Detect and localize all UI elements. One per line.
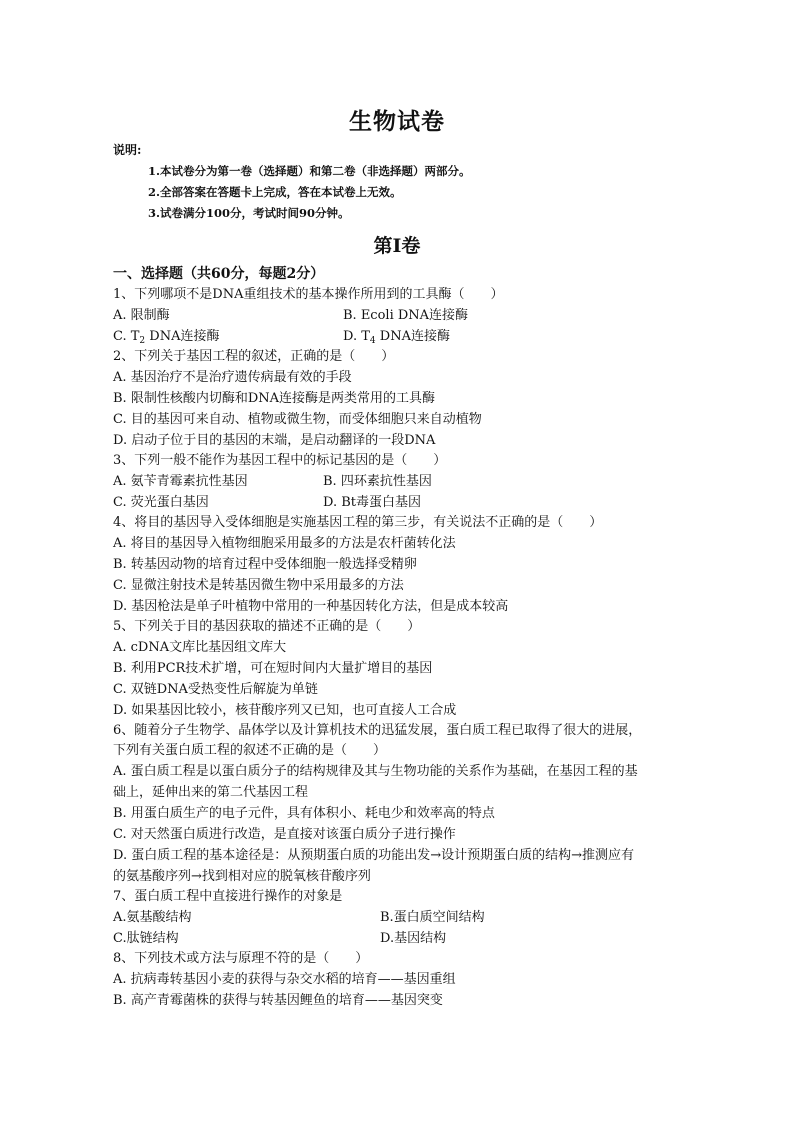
question-7-option-a: A.氨基酸结构 bbox=[113, 910, 192, 925]
question-8-stem: 8、下列技术或方法与原理不符的是（ ） bbox=[113, 951, 369, 966]
question-2-option-b: B. 限制性核酸内切酶和DNA连接酶是两类常用的工具酶 bbox=[113, 391, 436, 406]
question-2-option-a: A. 基因治疗不是治疗遗传病最有效的手段 bbox=[113, 370, 352, 385]
question-1-option-c: C. $T_2$ DNA连接酶 bbox=[113, 329, 220, 346]
question-5-option-c: C. 双链DNA受热变性后解旋为单链 bbox=[113, 682, 318, 697]
question-7-option-c: C.肽链结构 bbox=[113, 931, 179, 946]
instruction-item-3: 3.试卷满分100分，考试时间90分钟。 bbox=[148, 206, 350, 220]
question-5-option-b: B. 利用PCR技术扩增，可在短时间内大量扩增目的基因 bbox=[113, 661, 433, 676]
question-7-stem: 7、蛋白质工程中直接进行操作的对象是 bbox=[113, 889, 343, 904]
question-5-option-a: A. cDNA文库比基因组文库大 bbox=[113, 640, 287, 655]
question-4-option-c: C. 显微注射技术是转基因微生物中采用最多的方法 bbox=[113, 578, 404, 593]
question-3-option-b: B. 四环素抗性基因 bbox=[323, 474, 432, 489]
question-6-option-a-line-1: A. 蛋白质工程是以蛋白质分子的结构规律及其与生物功能的关系作为基础，在基因工程的基 bbox=[113, 764, 638, 779]
question-4-option-b: B. 转基因动物的培育过程中受体细胞一般选择受精卵 bbox=[113, 557, 417, 572]
question-5-option-d: D. 如果基因比较小，核苷酸序列又已知，也可直接人工合成 bbox=[113, 703, 457, 718]
question-3-option-d: D. Bt毒蛋白基因 bbox=[323, 495, 422, 510]
question-2-option-c: C. 目的基因可来自动、植物或微生物，而受体细胞只来自动植物 bbox=[113, 412, 482, 427]
page-title: 生物试卷 bbox=[349, 108, 445, 135]
question-7-option-d: D.基因结构 bbox=[380, 931, 447, 946]
question-3-option-c: C. 荧光蛋白基因 bbox=[113, 495, 209, 510]
question-6-option-d-line-2: 的氨基酸序列→找到相对应的脱氧核苷酸序列 bbox=[113, 869, 371, 884]
instructions-label: 说明: bbox=[113, 143, 142, 157]
instruction-item-2: 2.全部答案在答题卡上完成，答在本试卷上无效。 bbox=[148, 185, 402, 199]
question-8-option-a: A. 抗病毒转基因小麦的获得与杂交水稻的培育——基因重组 bbox=[113, 972, 456, 987]
part-title: 第Ⅰ卷 bbox=[373, 235, 421, 257]
question-5-stem: 5、下列关于目的基因获取的描述不正确的是（ ） bbox=[113, 619, 421, 634]
question-1-stem: 1、下列哪项不是DNA重组技术的基本操作所用到的工具酶（ ） bbox=[113, 287, 504, 302]
question-4-stem: 4、将目的基因导入受体细胞是实施基因工程的第三步，有关说法不正确的是（ ） bbox=[113, 515, 603, 530]
question-6-stem-line-1: 6、随着分子生物学、晶体学以及计算机技术的迅猛发展，蛋白质工程已取得了很大的进展， bbox=[113, 723, 642, 738]
question-1-option-d: D. $T_4$ DNA连接酶 bbox=[343, 329, 450, 346]
question-4-option-d: D. 基因枪法是单子叶植物中常用的一种基因转化方法，但是成本较高 bbox=[113, 599, 509, 614]
question-2-option-d: D. 启动子位于目的基因的末端，是启动翻译的一段DNA bbox=[113, 433, 436, 448]
question-1-option-a: A. 限制酶 bbox=[113, 308, 170, 323]
question-6-option-b: B. 用蛋白质生产的电子元件，具有体积小、耗电少和效率高的特点 bbox=[113, 806, 495, 821]
section-title: 一、选择题（共60分，每题2分） bbox=[113, 266, 325, 282]
instruction-item-1: 1.本试卷分为第一卷（选择题）和第二卷（非选择题）两部分。 bbox=[148, 164, 471, 178]
question-8-option-b: B. 高产青霉菌株的获得与转基因鲤鱼的培育——基因突变 bbox=[113, 993, 443, 1008]
question-4-option-a: A. 将目的基因导入植物细胞采用最多的方法是农杆菌转化法 bbox=[113, 536, 456, 551]
question-6-option-c: C. 对天然蛋白质进行改造，是直接对该蛋白质分子进行操作 bbox=[113, 827, 456, 842]
question-3-option-a: A. 氨苄青霉素抗性基因 bbox=[113, 474, 248, 489]
question-3-stem: 3、下列一般不能作为基因工程中的标记基因的是（ ） bbox=[113, 453, 447, 468]
question-6-option-a-line-2: 础上，延伸出来的第二代基因工程 bbox=[113, 785, 309, 800]
question-7-option-b: B.蛋白质空间结构 bbox=[380, 910, 485, 925]
question-6-stem-line-2: 下列有关蛋白质工程的叙述不正确的是（ ） bbox=[113, 743, 387, 758]
question-2-stem: 2、下列关于基因工程的叙述，正确的是（ ） bbox=[113, 349, 395, 364]
question-6-option-d-line-1: D. 蛋白质工程的基本途径是：从预期蛋白质的功能出发→设计预期蛋白质的结构→推测应有 bbox=[113, 848, 635, 863]
question-1-option-b: B. Ecoli DNA连接酶 bbox=[343, 308, 469, 323]
